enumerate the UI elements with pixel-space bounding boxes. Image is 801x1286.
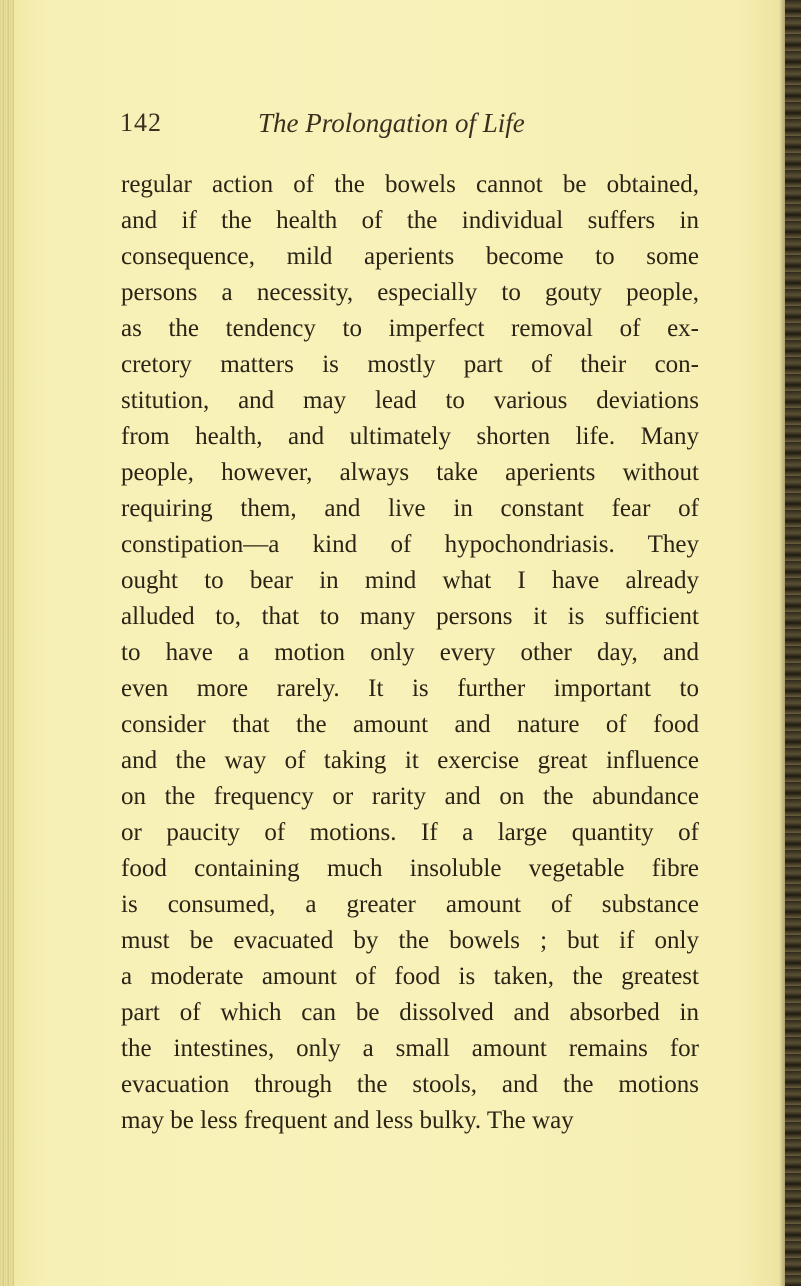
text-line: and if the health of the individual suffers in	[121, 207, 699, 234]
text-line: a moderate amount of food is taken, the greatest	[121, 963, 699, 990]
text-line: as the tendency to imperfect removal of ex-	[121, 315, 699, 342]
text-line: to have a motion only every other day, and	[121, 639, 699, 666]
text-line: regular action of the bowels cannot be obtained,	[121, 171, 699, 198]
book-spine-edge	[785, 0, 801, 1286]
text-line: people, however, always take aperients without	[121, 459, 699, 486]
body-text	[121, 167, 699, 1139]
text-line: food containing much insoluble vegetable fibre	[121, 855, 699, 882]
text-line: from health, and ultimately shorten life. Many	[121, 423, 699, 450]
page-gutter-edge	[0, 0, 14, 1286]
running-header	[120, 108, 680, 148]
text-line: persons a necessity, especially to gouty people,	[121, 279, 699, 306]
text-line: constipation—a kind of hypochondriasis. They	[121, 531, 699, 558]
text-line: must be evacuated by the bowels ; but if only	[121, 927, 699, 954]
text-line: stitution, and may lead to various deviations	[121, 387, 699, 414]
running-title: The Prolongation of Life	[258, 108, 525, 138]
text-line: and the way of taking it exercise great influence	[121, 747, 699, 774]
text-line: or paucity of motions. If a large quantity of	[121, 819, 699, 846]
text-line: consider that the amount and nature of food	[121, 711, 699, 738]
text-line: the intestines, only a small amount remains for	[121, 1035, 699, 1062]
text-line: even more rarely. It is further important to	[121, 675, 699, 702]
text-line: on the frequency or rarity and on the abundance	[121, 783, 699, 810]
text-line: cretory matters is mostly part of their con-	[121, 351, 699, 378]
text-line: requiring them, and live in constant fear of	[121, 495, 699, 522]
page-number: 142	[120, 108, 162, 137]
text-line: evacuation through the stools, and the motions	[121, 1071, 699, 1098]
text-line: consequence, mild aperients become to some	[121, 243, 699, 270]
text-line: alluded to, that to many persons it is sufficient	[121, 603, 699, 630]
text-line: part of which can be dissolved and absorbed in	[121, 999, 699, 1026]
text-line: may be less frequent and less bulky. The way	[121, 1107, 574, 1134]
text-line: is consumed, a greater amount of substance	[121, 891, 699, 918]
text-line: ought to bear in mind what I have already	[121, 567, 699, 594]
